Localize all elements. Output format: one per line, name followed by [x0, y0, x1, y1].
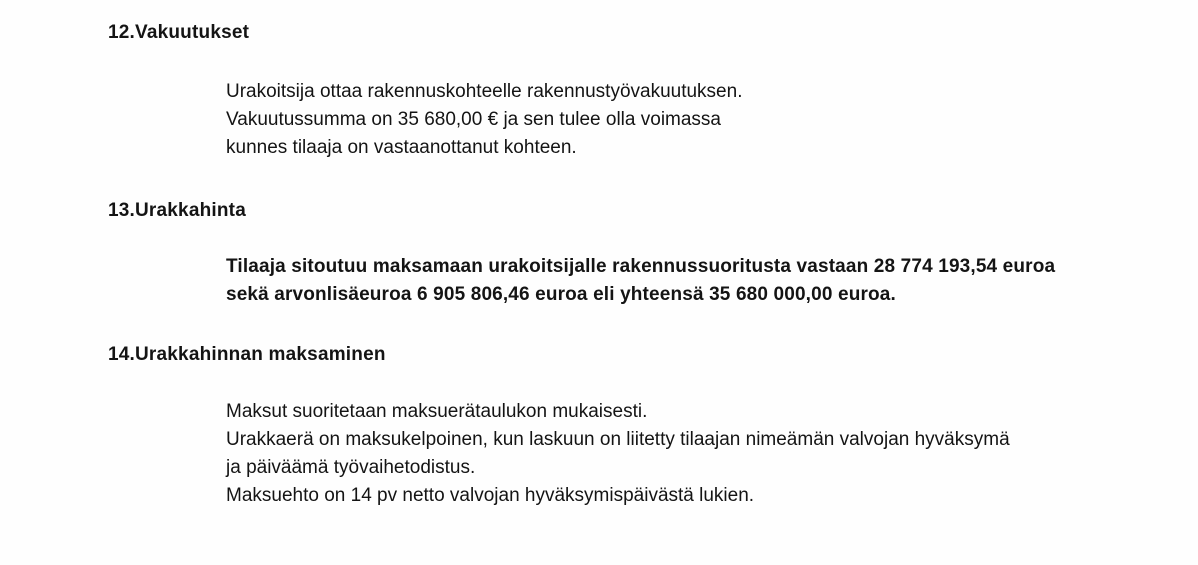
section-body-urakkahinnan-maksaminen	[226, 398, 1010, 510]
section-body-vakuutukset	[226, 78, 742, 162]
body-line: Maksuehto on 14 pv netto valvojan hyväksymispäivästä lukien.	[226, 485, 755, 506]
body-line: ja päiväämä työvaihetodistus.	[226, 457, 476, 478]
body-line: Urakkaerä on maksukelpoinen, kun laskuun on liitetty tilaajan nimeämän valvojan hyväksymä	[226, 429, 1010, 450]
body-line: Vakuutussumma on 35 680,00 € ja sen tulee olla voimassa	[226, 109, 722, 130]
section-heading-vakuutukset: 12.Vakuutukset	[108, 22, 250, 43]
body-line: Maksut suoritetaan maksuerätaulukon mukaisesti.	[226, 401, 648, 422]
body-line: Urakoitsija ottaa rakennuskohteelle rakennustyövakuutuksen.	[226, 81, 743, 102]
body-line: Tilaaja sitoutuu maksamaan urakoitsijalle rakennussuoritusta vastaan 28 774 193,54 euroa	[226, 256, 1056, 277]
section-heading-urakkahinnan-maksaminen: 14.Urakkahinnan maksaminen	[108, 344, 386, 365]
body-line: kunnes tilaaja on vastaanottanut kohteen.	[226, 137, 577, 158]
section-body-urakkahinta	[226, 253, 1055, 309]
section-heading-urakkahinta: 13.Urakkahinta	[108, 200, 246, 221]
body-line: sekä arvonlisäeuroa 6 905 806,46 euroa eli yhteensä 35 680 000,00 euroa.	[226, 284, 896, 305]
